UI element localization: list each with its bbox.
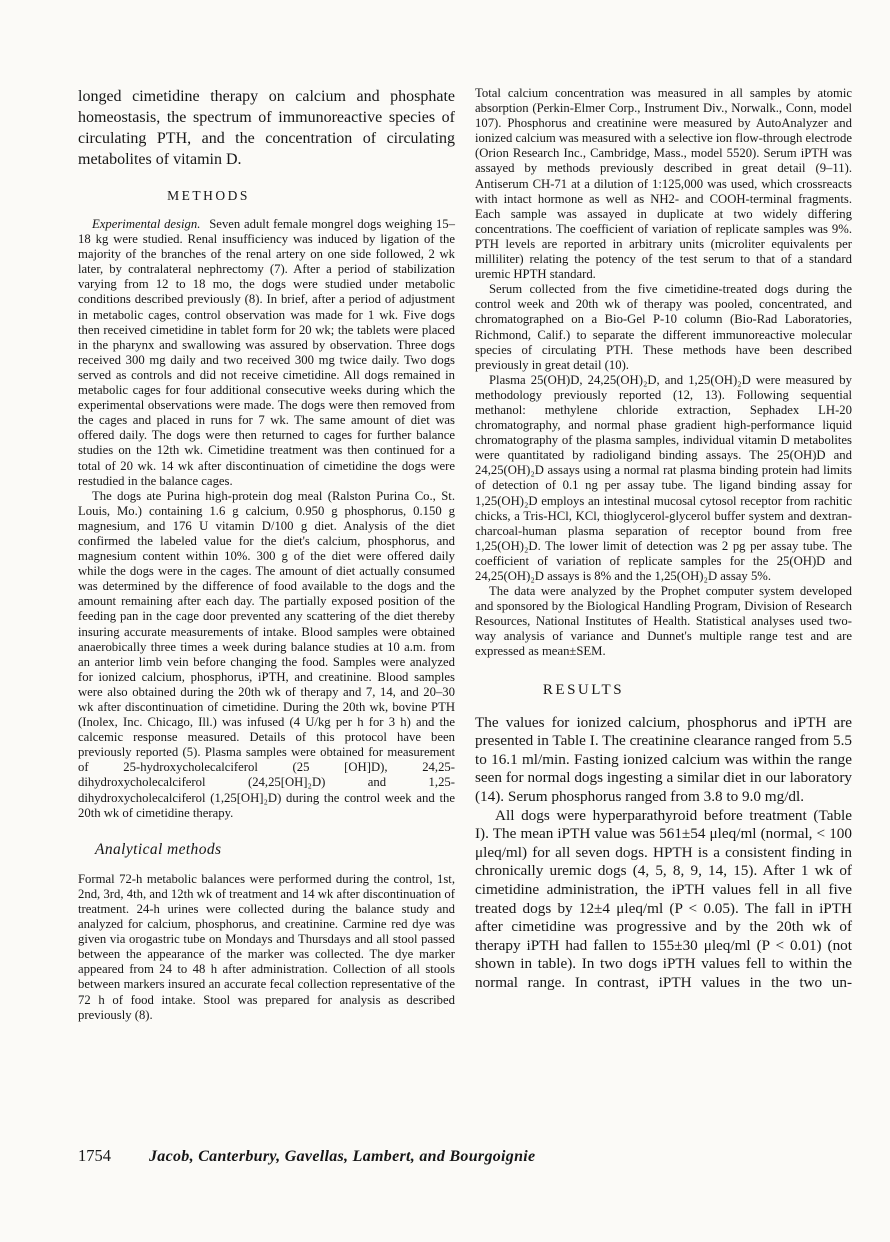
left-column xyxy=(78,86,455,1023)
methods-heading: METHODS xyxy=(167,188,250,203)
experimental-design-lead: Experimental design. xyxy=(92,217,201,231)
intro-continuation-paragraph: longed cimetidine therapy on calcium and phosphate homeostasis, the spectrum of immunoreactive species of circulating PTH, and the concentration of circulating metabolites of vitamin D. xyxy=(78,88,455,168)
page-footer xyxy=(78,1146,535,1166)
analytical-methods-paragraph: Formal 72-h metabolic balances were performed during the control, 1st, 2nd, 3rd, 4th, and 12th wk of treatment and 14 wk after discontinuation of treatment. 24-h urines were collected during the balance study and analyzed for calcium, phosphorus, and creatinine. Carmine red dye was given via orogastric tube on Mondays and Thursdays and all stool passed between the appearance of the marker was collected. The dye marker appeared from 24 to 48 h after administration. Collection of all stools between markers insured an accurate fecal collection representative of the 72 h of food intake. Stool was prepared for analysis as described previously (8). xyxy=(78,871,455,1022)
data-analysis-paragraph: The data were analyzed by the Prophet computer system developed and sponsored by the Biological Handling Program, Division of Research Resources, National Institutes of Health. Statistical analyses used two-way analysis of variance and Dunnet's multiple range test and are expressed as mean±SEM. xyxy=(475,584,852,659)
page-number: 1754 xyxy=(78,1146,111,1165)
right-column xyxy=(475,86,852,1023)
total-calcium-paragraph: Total calcium concentration was measured in all samples by atomic absorption (Perkin-Elmer Corp., Instrument Div., Norwalk., Conn, model 107). Phosphorus and creatinine were measured by AutoAnalyzer and ionized calcium was measured with a selective ion flow-through electrode (Orion Research Inc., Cambridge, Mass., model 5520). Serum iPTH was assayed by methods previously described in great detail (9–11). Antiserum CH-71 at a dilution of 1:125,000 was used, which crossreacts with intact hormone as well as NH2- and COOH-terminal fragments. Each sample was assayed in duplicate at two widely differing concentrations. The coefficient of variation of replicate samples was 9%. PTH levels are reported in arbitrary units (microliter equivalents per milliliter) relating the potency of the test serum to that of a standard uremic HPTH standard. xyxy=(475,86,852,282)
plasma-vitamin-d-paragraph: Plasma 25(OH)D, 24,25(OH)₂D, and 1,25(OH)₂D were measured by methodology previously reported (12, 13). Following sequential methanol: methylene chloride extraction, Sephadex LH-20 chromatography, and normal phase gradient high-performance liquid chromatography of the plasma samples, individual vitamin D metabolites were quantitated by radioligand binding assays. The 25(OH)D and 24,25(OH)₂D assays using a normal rat plasma binding protein had limits of detection of 0.1 ng per assay tube. The ligand binding assay for 1,25(OH)₂D employs an intestinal mucosal cytosol receptor from rachitic chicks, a Tris-HCl, KCl, thioglycerol-glycerol buffer system and dextran-charcoal-human plasma separation of receptor bound from free 1,25(OH)₂D. The lower limit of detection was 2 pg per assay tube. The coefficient of variation of replicate samples for the 25(OH)D and 24,25(OH)₂D assays is 8% and the 1,25(OH)₂D assay 5%. xyxy=(475,372,852,583)
experimental-design-paragraph xyxy=(78,217,455,489)
two-column-text-block xyxy=(78,86,852,1023)
diet-paragraph: The dogs ate Purina high-protein dog meal (Ralston Purina Co., St. Louis, Mo.) containing 1.6 g calcium, 0.950 g phosphorus, 0.150 g magnesium, and 176 U vitamin D/100 g diet. Analysis of the diet confirmed the labeled value for the diet's calcium, phosphorus, and magnesium content within 10%. 300 g of the diet were offered daily while the dogs were in the cages. The amount of diet actually consumed was determined by the difference of food available to the dogs and the amount remaining after each day. The partially exposed position of the feeding pan in the cage door prevented any scattering of the diet thereby insuring accurate measurements of intake. Blood samples were obtained anaerobically three times a week during balance studies at 10 a.m. from an anterior limb vein before changing the food. Samples were analyzed for ionized calcium, phosphorus, iPTH, and creatinine. Blood samples were also obtained during the 20th wk of therapy and 7, 14, and 20–30 wk after discontinuation of cimetidine. During the 20th wk, bovine PTH (Inolex, Inc. Chicago, Ill.) was infused (4 U/kg per h for 3 h) and the calcemic response measured. Details of this protocol have been previously reported (5). Plasma samples were obtained for measurement of 25-hydroxycholecalciferol (25 [OH]D), 24,25-dihydroxycholecalciferol (24,25[OH]₂D) and 1,25-dihydroxycholecalciferol (1,25[OH]₂D) during the control week and the 20th wk of cimetidine therapy. xyxy=(78,488,455,820)
results-paragraph-1: The values for ionized calcium, phosphorus and iPTH are presented in Table I. The creatinine clearance ranged from 5.5 to 16.1 ml/min. Fasting ionized calcium was within the range seen for normal dogs ingesting a similar diet in our laboratory (14). Serum phosphorus ranged from 3.8 to 9.0 mg/dl. xyxy=(475,713,852,805)
serum-chromatography-paragraph: Serum collected from the five cimetidine-treated dogs during the control week and 20th wk of therapy was pooled, concentrated, and chromatographed on a Bio-Gel P-10 column (Bio-Rad Laboratories, Richmond, Calif.) to separate the different immunoreactive molecular species of circulating PTH. These methods have been described previously in great detail (10). xyxy=(475,282,852,372)
experimental-design-text: Seven adult female mongrel dogs weighing 15–18 kg were studied. Renal insufficiency was induced by ligation of the majority of the branches of the renal artery on one side followed, 2 wk later, by contralateral nephrectomy (7). After a period of stabilization varying from 12 to 18 mo, the dogs were studied under metabolic conditions described previously (8). In brief, after a period of adjustment in metabolic cages, control observation was made for 1 wk. Five dogs then received cimetidine in tablet form for 20 wk; the tablets were placed in the pharynx and swallowing was assured by observation. Three dogs received 300 mg daily and two received 300 mg twice daily. Two dogs served as controls and did not receive cimetidine. All dogs remained in metabolic cages for four additional consecutive weeks during which the experimental observations were made. The dogs were then removed from the cages and placed in runs for 7 wk. The same amount of diet was offered daily. The dogs were then returned to cages for further balance studies on the 12th wk. Cimetidine treatment was then continued for a total of 20 wk. 14 wk after discontinuation of cimetidine the dogs were restudied in the balance cages. xyxy=(78,217,455,488)
running-authors: Jacob, Canterbury, Gavellas, Lambert, and Bourgoignie xyxy=(149,1148,536,1165)
analytical-methods-heading: Analytical methods xyxy=(95,840,222,858)
results-heading: RESULTS xyxy=(542,681,625,698)
results-paragraph-2: All dogs were hyperparathyroid before treatment (Table I). The mean iPTH value was 561±54 μleq/ml (normal, < 100 μleq/ml) for all seven dogs. HPTH is a consistent finding in chronically uremic dogs (4, 5, 8, 9, 14, 15). After 1 wk of cimetidine administration, the iPTH values fell in all five treated dogs by 12±4 μleq/ml (P < 0.05). The fall in iPTH after cimetidine was progressive and by the 20th wk of therapy iPTH had fallen to 155±30 μleq/ml (P < 0.01) (not shown in table). In two dogs iPTH values fell to within the normal range. In contrast, iPTH values in the two un- xyxy=(475,806,852,991)
